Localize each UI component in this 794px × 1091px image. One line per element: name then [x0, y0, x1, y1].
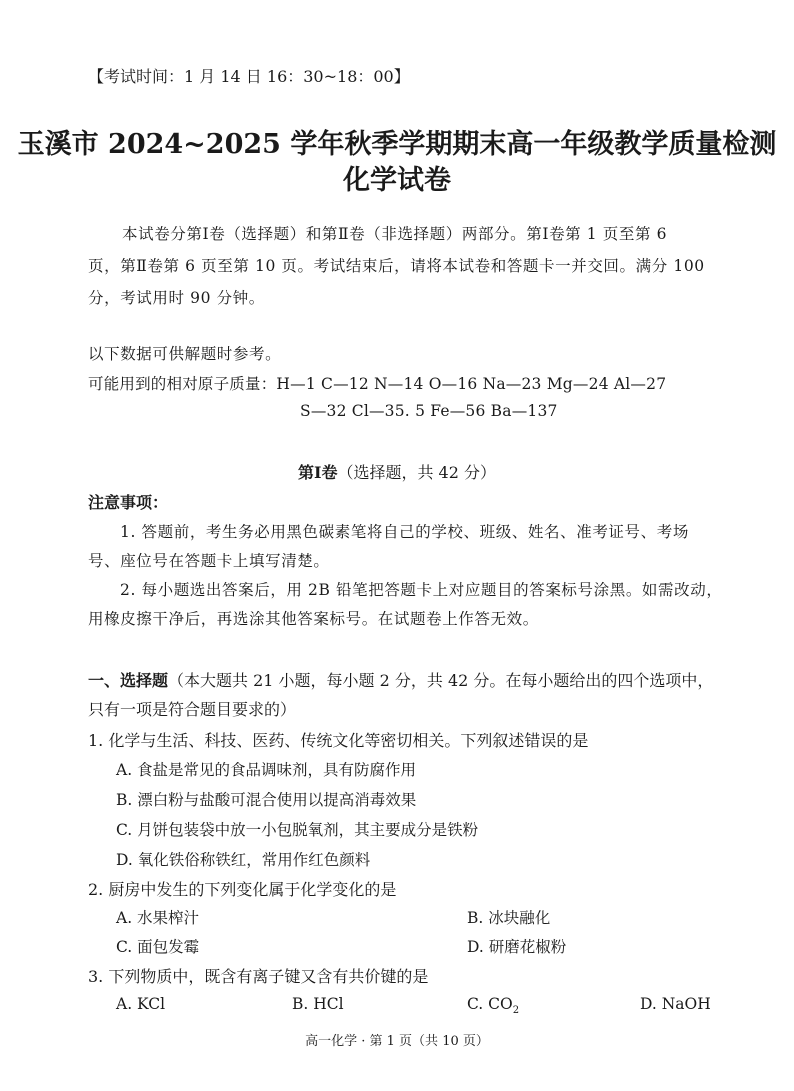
note-2-line-1: 2. 每小题选出答案后，用 2B 铅笔把答题卡上对应题目的答案标号涂黑。如需改动，	[120, 581, 723, 599]
section-1-heading	[0, 460, 794, 483]
intro-line-2: 页，第Ⅱ卷第 6 页至第 10 页。考试结束后，请将本试卷和答题卡一并交回。满分 100	[88, 257, 705, 275]
exam-title: 玉溪市 2024~2025 学年秋季学期期末高一年级教学质量检测	[17, 129, 777, 160]
part-1-desc-1: （本大题共 21 小题，每小题 2 分，共 42 分。在每小题给出的四个选项中，	[168, 671, 714, 690]
intro-line-1: 本试卷分第Ⅰ卷（选择题）和第Ⅱ卷（非选择题）两部分。第Ⅰ卷第 1 页至第 6	[122, 225, 668, 243]
data-note: 以下数据可供解题时参考。	[88, 345, 282, 363]
question-3-option-c-subscript: 2	[512, 1005, 520, 1017]
exam-time: 【考试时间：1 月 14 日 16：30~18：00】	[88, 67, 410, 86]
note-1-line-2: 号、座位号在答题卡上填写清楚。	[88, 552, 330, 570]
question-2-option-c: C. 面包发霉	[116, 938, 200, 956]
question-1-option-c: C. 月饼包装袋中放一小包脱氧剂，其主要成分是铁粉	[116, 821, 479, 839]
question-1-option-a: A. 食盐是常见的食品调味剂，具有防腐作用	[116, 761, 417, 779]
question-3-option-d: D. NaOH	[640, 995, 711, 1013]
question-2-option-d: D. 研磨花椒粉	[467, 938, 567, 956]
question-2-stem: 2. 厨房中发生的下列变化属于化学变化的是	[88, 880, 397, 899]
section-1-detail: （选择题，共 42 分）	[337, 463, 497, 482]
note-2-line-2: 用橡皮擦干净后，再选涂其他答案标号。在试题卷上作答无效。	[88, 610, 539, 628]
question-2-option-a: A. 水果榨汁	[116, 909, 200, 927]
section-1-label: 第Ⅰ卷	[297, 463, 338, 482]
question-1-option-d: D. 氧化铁俗称铁红，常用作红色颜料	[116, 851, 371, 869]
atomic-mass-line-1: 可能用到的相对原子质量：H—1 C—12 N—14 O—16 Na—23 Mg—24 Al—27	[88, 375, 667, 393]
intro-line-3: 分，考试用时 90 分钟。	[88, 289, 265, 307]
atomic-mass-line-2: S—32 Cl—35. 5 Fe—56 Ba—137	[300, 402, 558, 420]
notes-title: 注意事项：	[88, 493, 169, 512]
question-1-option-b: B. 漂白粉与盐酸可混合使用以提高消毒效果	[116, 791, 417, 809]
question-3-stem: 3. 下列物质中，既含有离子键又含有共价键的是	[88, 967, 429, 986]
part-1-heading: 一、选择题	[88, 671, 169, 690]
page-footer: 高一化学 · 第 1 页（共 10 页）	[305, 1034, 489, 1049]
question-3-option-c	[467, 995, 519, 1016]
part-1-heading-line-1	[88, 668, 713, 691]
exam-subtitle: 化学试卷	[343, 165, 451, 196]
part-1-desc-2: 只有一项是符合题目要求的）	[88, 700, 297, 719]
question-3-option-a: A. KCl	[116, 995, 166, 1013]
note-1-line-1: 1. 答题前，考生务必用黑色碳素笔将自己的学校、班级、姓名、准考证号、考场	[120, 523, 689, 541]
question-3-option-b: B. HCl	[292, 995, 344, 1013]
question-2-option-b: B. 冰块融化	[467, 909, 551, 927]
question-1-stem: 1. 化学与生活、科技、医药、传统文化等密切相关。下列叙述错误的是	[88, 731, 589, 750]
question-3-option-c-text: C. CO	[467, 995, 513, 1013]
